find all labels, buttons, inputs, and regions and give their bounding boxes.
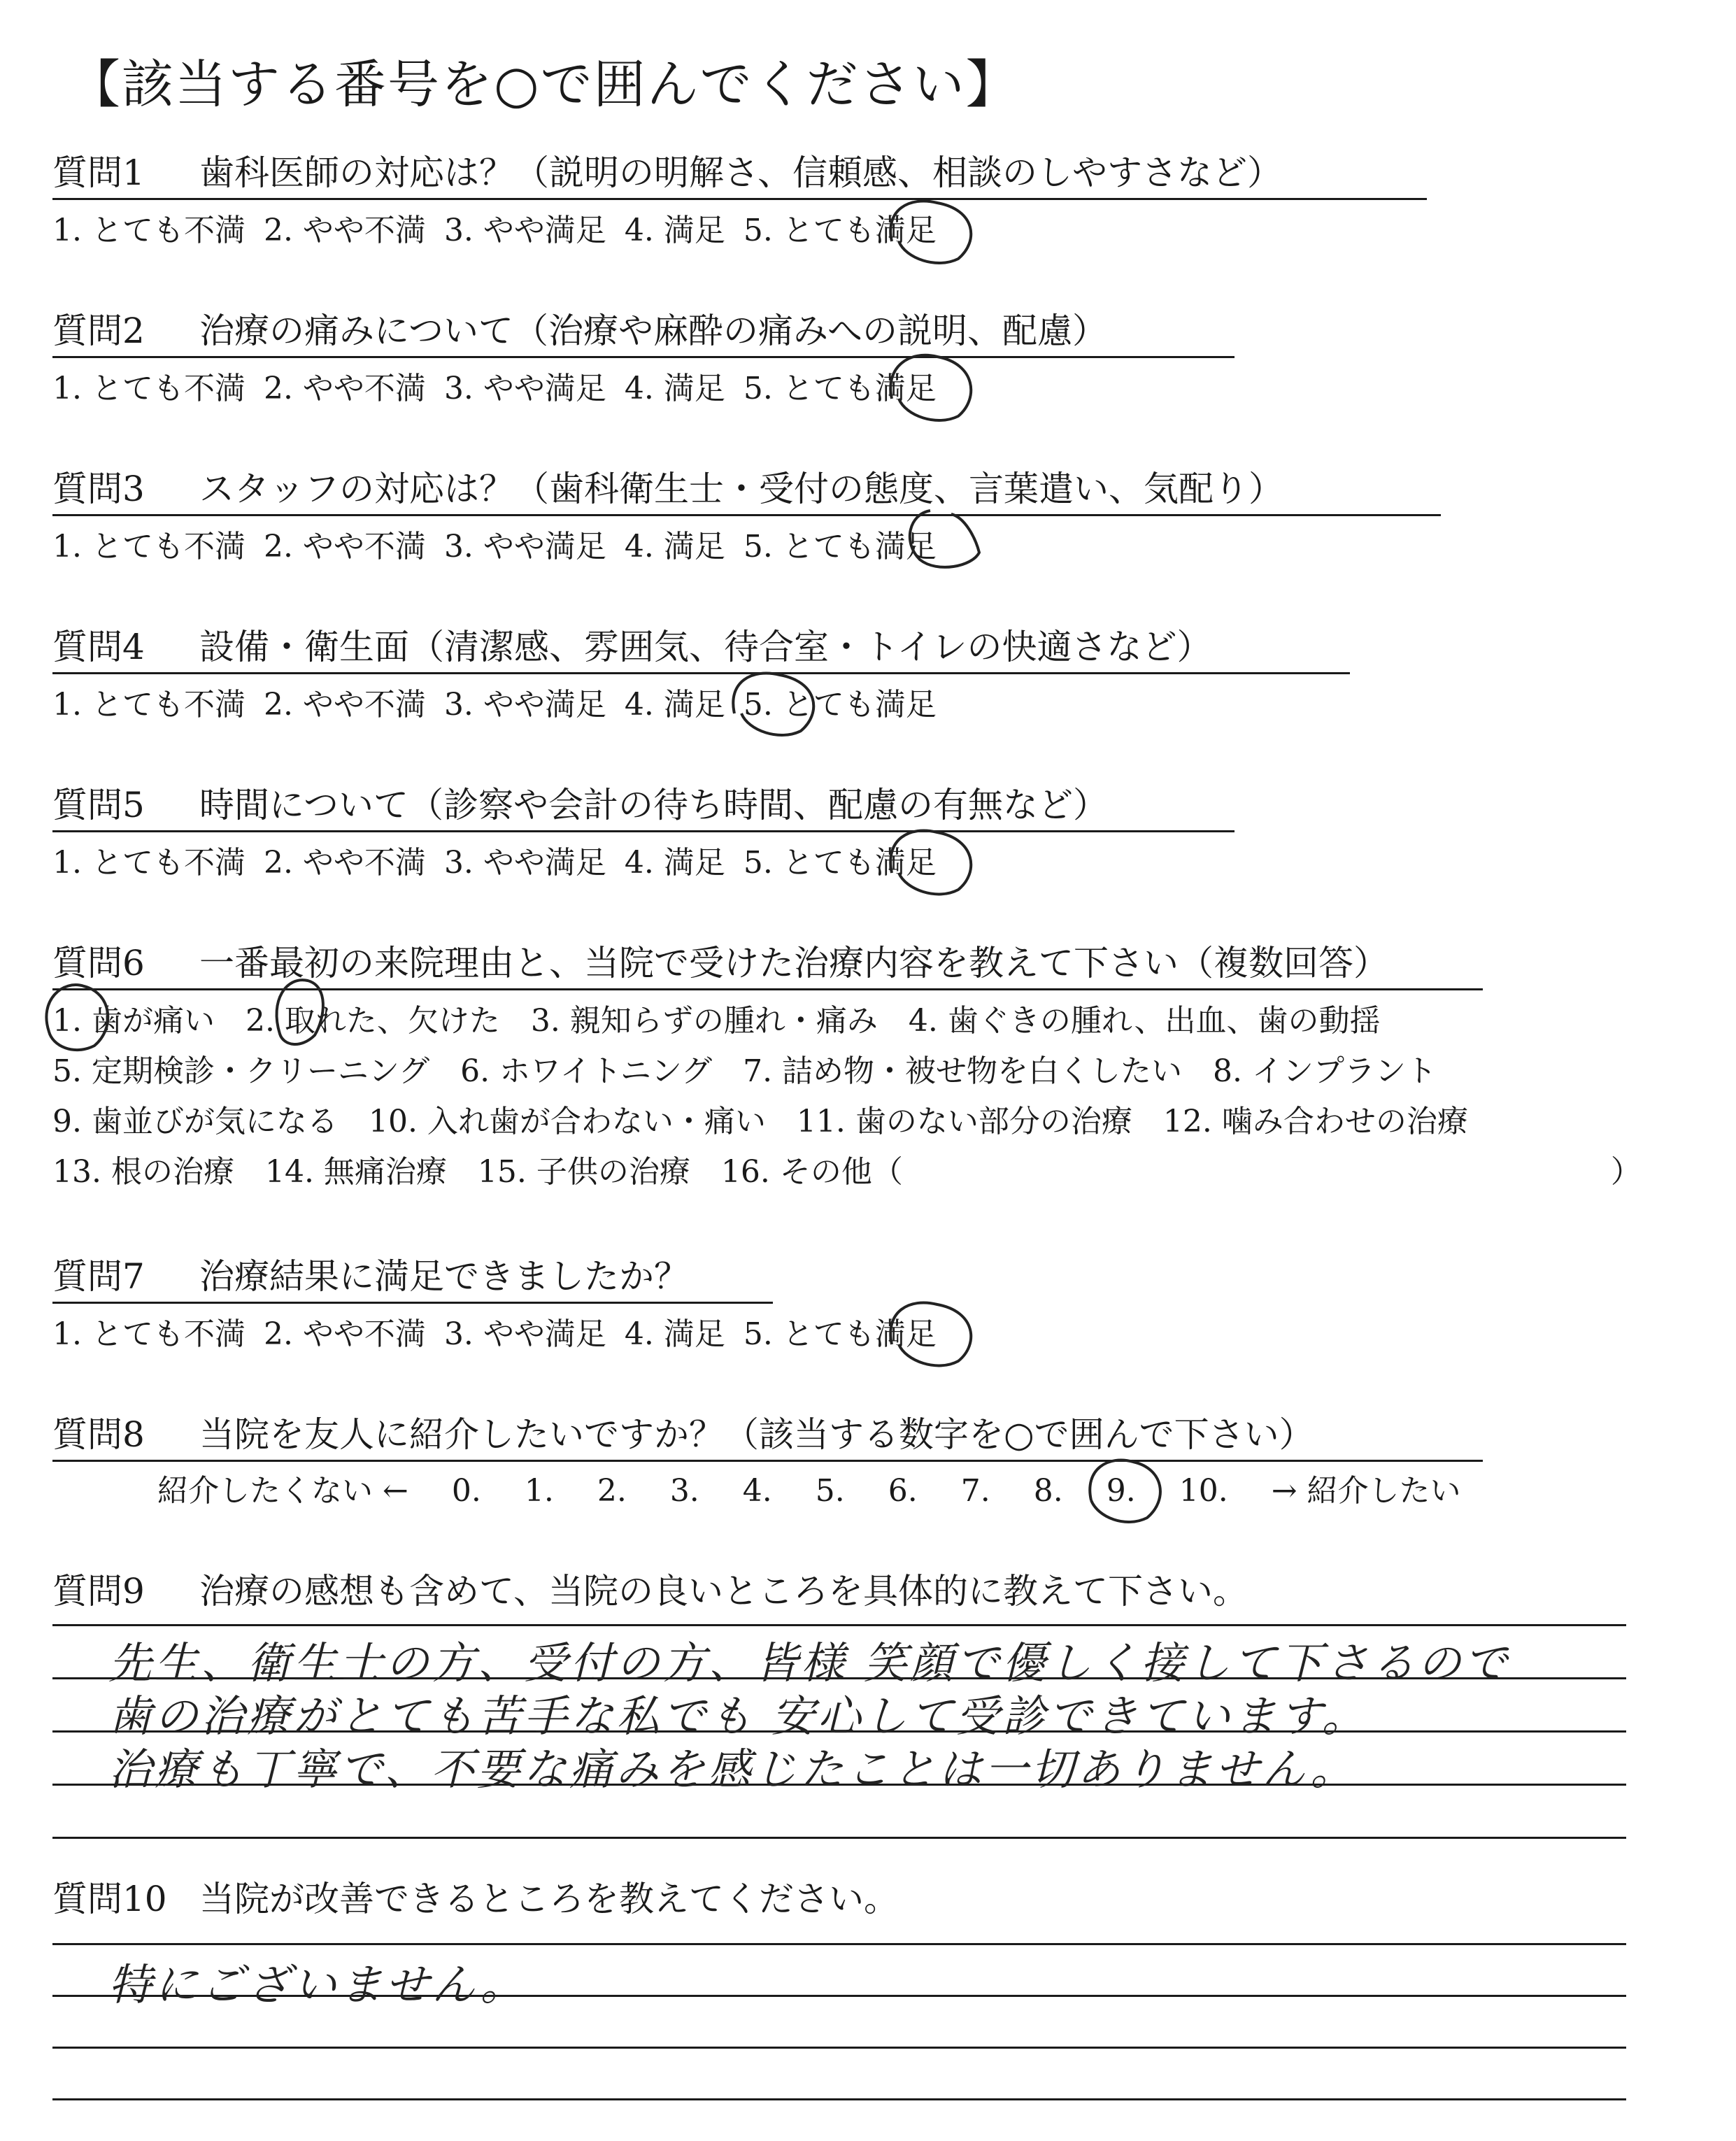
option-1[interactable]: 1. とても不満 [52, 213, 246, 248]
page-title: 【該当する番号を○で囲んでください】 [69, 55, 1019, 115]
question-text: 設備・衛生面（清潔感、雰囲気、待合室・トイレの快適さなど） [199, 627, 1212, 667]
question-2 [52, 311, 1107, 351]
scale-value[interactable]: 5. [815, 1473, 845, 1509]
option-4[interactable]: 4. 満足 [624, 213, 725, 248]
answer-line [52, 2098, 1626, 2100]
scale-value[interactable]: 9. [1106, 1473, 1136, 1509]
question-4 [52, 627, 1212, 667]
option-1[interactable]: 1. とても不満 [52, 371, 246, 406]
option-3[interactable]: 3. やや満足 [443, 371, 606, 406]
question-underline [52, 514, 1441, 516]
question-number: 質問3 [52, 469, 145, 509]
answer-line [52, 1837, 1626, 1839]
question-number: 質問7 [52, 1256, 145, 1297]
option-1[interactable]: 1. とても不満 [52, 687, 246, 723]
scale-value[interactable]: 8. [1033, 1473, 1063, 1509]
question-3 [52, 469, 1283, 509]
q6-options-row[interactable]: 9. 歯並びが気になる 10. 入れ歯が合わない・痛い 11. 歯のない部分の治療 12. 噛み合わせの治療 [52, 1104, 1468, 1139]
option-4[interactable]: 4. 満足 [624, 1316, 725, 1352]
answer-line [52, 1943, 1626, 1945]
q9-handwritten-answer: 先生、衛生士の方、受付の方、皆様 笑顔で優しく接して下さるので [108, 1637, 1510, 1688]
option-1[interactable]: 1. とても不満 [52, 845, 246, 881]
option-3[interactable]: 3. やや満足 [443, 687, 606, 723]
q10-handwritten-answer: 特にございません。 [108, 1959, 527, 2010]
scale-left-label: 紹介したくない ← [157, 1473, 408, 1509]
q9-handwritten-answer: 治療も丁寧で、不要な痛みを感じたことは一切ありません。 [108, 1744, 1357, 1795]
question-underline [52, 988, 1483, 990]
rating-options-q1[interactable] [52, 215, 955, 246]
question-number: 質問1 [52, 152, 145, 193]
scale-value[interactable]: 4. [742, 1473, 772, 1509]
rating-options-q4[interactable] [52, 687, 955, 723]
question-text: 一番最初の来院理由と、当院で受けた治療内容を教えて下さい（複数回答） [199, 943, 1388, 983]
scale-value[interactable]: 6. [888, 1473, 918, 1509]
option-2[interactable]: 2. やや不満 [263, 687, 426, 723]
question-number: 質問10 [52, 1879, 167, 1919]
question-number: 質問5 [52, 785, 145, 825]
option-3[interactable]: 3. やや満足 [443, 1316, 606, 1352]
question-7 [52, 1256, 689, 1297]
option-3[interactable]: 3. やや満足 [443, 529, 606, 564]
q6-options-row[interactable]: 13. 根の治療 14. 無痛治療 15. 子供の治療 16. その他（ ） [52, 1154, 1642, 1190]
scale-value[interactable]: 0. [451, 1473, 481, 1509]
scale-value[interactable]: 3. [669, 1473, 699, 1509]
option-2[interactable]: 2. やや不満 [263, 845, 426, 881]
rating-options-q7[interactable] [52, 1316, 955, 1352]
option-1[interactable]: 1. とても不満 [52, 529, 246, 564]
question-text: 治療の痛みについて（治療や麻酔の痛みへの説明、配慮） [199, 311, 1107, 351]
option-5[interactable]: 5. とても満足 [743, 845, 937, 881]
rating-options-q5[interactable] [52, 845, 955, 881]
question-1 [52, 152, 1282, 193]
option-5[interactable]: 5. とても満足 [743, 687, 937, 723]
question-text: 治療の感想も含めて、当院の良いところを具体的に教えて下さい。 [199, 1571, 1248, 1612]
option-1[interactable]: 1. とても不満 [52, 1316, 246, 1352]
scale-value[interactable]: 1. [524, 1473, 554, 1509]
question-6 [52, 943, 1388, 983]
option-5[interactable]: 5. とても満足 [743, 371, 937, 406]
question-8 [52, 1414, 1314, 1455]
question-text: 治療結果に満足できましたか？ [199, 1256, 689, 1297]
question-text: 当院を友人に紹介したいですか？（該当する数字を○で囲んで下さい） [199, 1414, 1314, 1455]
referral-scale[interactable] [157, 1473, 1495, 1509]
option-2[interactable]: 2. やや不満 [263, 371, 426, 406]
question-underline [52, 830, 1235, 832]
answer-line [52, 2047, 1626, 2049]
question-text: 当院が改善できるところを教えてください。 [199, 1879, 899, 1919]
scale-value[interactable]: 10. [1179, 1473, 1228, 1509]
answer-line [52, 1624, 1626, 1626]
rating-options-q2[interactable] [52, 371, 955, 406]
q6-options-row[interactable]: 1. 歯が痛い 2. 取れた、欠けた 3. 親知らずの腫れ・痛み 4. 歯ぐきの腫れ、出血、歯の動揺 [52, 1003, 1381, 1039]
option-4[interactable]: 4. 満足 [624, 371, 725, 406]
rating-options-q3[interactable] [52, 529, 955, 564]
option-4[interactable]: 4. 満足 [624, 529, 725, 564]
option-5[interactable]: 5. とても満足 [743, 213, 937, 248]
q9-handwritten-answer: 歯の治療がとても苦手な私でも 安心して受診できています。 [108, 1691, 1368, 1742]
option-2[interactable]: 2. やや不満 [263, 1316, 426, 1352]
option-3[interactable]: 3. やや満足 [443, 845, 606, 881]
question-underline [52, 1302, 773, 1304]
question-5 [52, 785, 1108, 825]
question-underline [52, 672, 1350, 674]
question-underline [52, 356, 1235, 358]
question-text: スタッフの対応は？（歯科衛生士・受付の態度、言葉遣い、気配り） [199, 469, 1283, 509]
option-5[interactable]: 5. とても満足 [743, 1316, 937, 1352]
scale-value[interactable]: 7. [960, 1473, 990, 1509]
option-3[interactable]: 3. やや満足 [443, 213, 606, 248]
scale-right-label: → 紹介したい [1271, 1473, 1461, 1509]
question-text: 時間について（診察や会計の待ち時間、配慮の有無など） [199, 785, 1108, 825]
option-5[interactable]: 5. とても満足 [743, 529, 937, 564]
question-number: 質問4 [52, 627, 145, 667]
option-4[interactable]: 4. 満足 [624, 687, 725, 723]
option-2[interactable]: 2. やや不満 [263, 529, 426, 564]
option-2[interactable]: 2. やや不満 [263, 213, 426, 248]
question-number: 質問9 [52, 1571, 145, 1612]
q6-options-row[interactable]: 5. 定期検診・クリーニング 6. ホワイトニング 7. 詰め物・被せ物を白くしたい 8. インプラント [52, 1053, 1437, 1089]
question-text: 歯科医師の対応は？（説明の明解さ、信頼感、相談のしやすさなど） [199, 152, 1282, 193]
question-10 [52, 1879, 899, 1919]
question-underline [52, 198, 1427, 200]
question-number: 質問8 [52, 1414, 145, 1455]
question-number: 質問6 [52, 943, 145, 983]
scale-value[interactable]: 2. [597, 1473, 627, 1509]
question-underline [52, 1460, 1483, 1462]
question-number: 質問2 [52, 311, 145, 351]
option-4[interactable]: 4. 満足 [624, 845, 725, 881]
question-9 [52, 1571, 1248, 1612]
